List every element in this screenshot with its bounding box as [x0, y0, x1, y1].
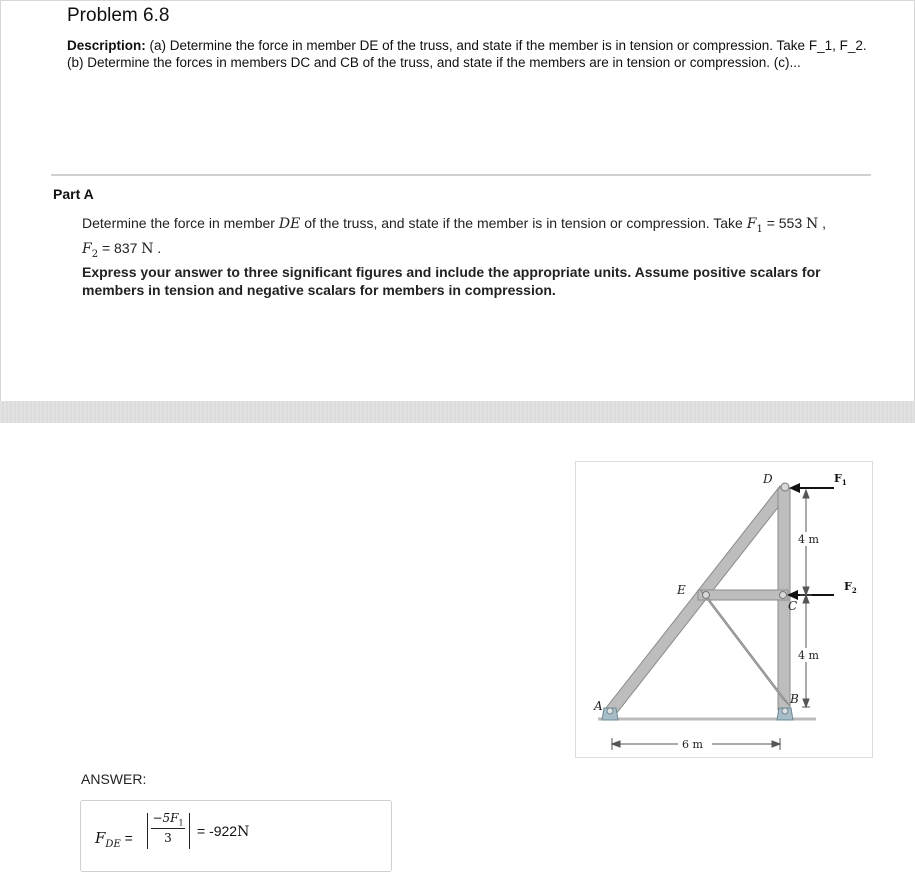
label-A: A — [594, 699, 603, 713]
label-F2: $F_2$ — [844, 580, 857, 595]
dim-bottom-label: 4 m — [798, 649, 819, 662]
answer-label: ANSWER: — [81, 771, 147, 787]
answer-variable: $F_{DE}$ = — [95, 829, 133, 850]
pin-C — [780, 592, 787, 599]
answer-fraction: $\frac{-5F_1}{3}$ — [152, 811, 184, 846]
problem-description — [67, 37, 867, 71]
f2-symbol: $F_2$ — [82, 240, 99, 260]
question-mid: of the truss, and state if the member is in tension or compression. Take — [300, 215, 747, 231]
dim-width-label: 6 m — [682, 738, 703, 751]
answer-value: = -922N — [197, 823, 250, 840]
label-F1: $F_1$ — [834, 472, 847, 487]
pin-E — [703, 592, 710, 599]
truss-diagram — [576, 462, 872, 757]
pin-D — [781, 483, 789, 491]
truss-members — [606, 486, 790, 714]
support-A — [602, 708, 618, 720]
part-a-question: Determine the force in member DE of the truss, and state if the member is in tension or compression. Take $F_1 = 553$ N , $F_2 = 837$ N . — [82, 215, 827, 260]
question-prefix: Determine the force in member — [82, 215, 279, 231]
dim-top-label: 4 m — [798, 533, 819, 546]
label-D: D — [763, 472, 773, 486]
support-B — [777, 708, 793, 720]
part-a-instruction: Express your answer to three significant figures and include the appropriate units. Assume positive scalars for members in tension and negative scalars for members in compression. — [82, 264, 821, 298]
member-EB — [700, 590, 790, 706]
label-B: B — [790, 692, 799, 706]
description-label: Description: — [67, 38, 146, 53]
answer-unit: N — [237, 824, 250, 840]
label-C: C — [788, 599, 798, 613]
truss-figure — [575, 461, 873, 758]
f2-unit: N — [141, 240, 154, 257]
vertical-dimension — [800, 490, 812, 707]
problem-title: Problem 6.8 — [67, 5, 170, 26]
label-E: E — [677, 583, 686, 597]
description-text: (a) Determine the force in member DE of the truss, and state if the member is in tension or compression. Take F_1, F_2. (b) Determine the forces in members DC and CB of the truss, and state if the members are in tension or compression. (c)... — [67, 38, 867, 70]
part-a-label: Part A — [53, 186, 94, 202]
abs-bar-left — [147, 813, 148, 849]
f1-value: = 553 — [762, 215, 807, 231]
f1-unit: N — [806, 216, 819, 232]
part-divider — [51, 174, 871, 176]
answer-box — [80, 800, 392, 872]
section-separator — [0, 401, 915, 423]
problem-card — [0, 0, 915, 401]
f2-value: = 837 — [98, 239, 142, 256]
force-F1-arrow — [789, 483, 834, 493]
member-EC — [698, 590, 788, 600]
f1-symbol: $F_1$ — [746, 216, 763, 235]
question-member: DE — [278, 216, 301, 232]
abs-bar-right — [189, 813, 190, 849]
